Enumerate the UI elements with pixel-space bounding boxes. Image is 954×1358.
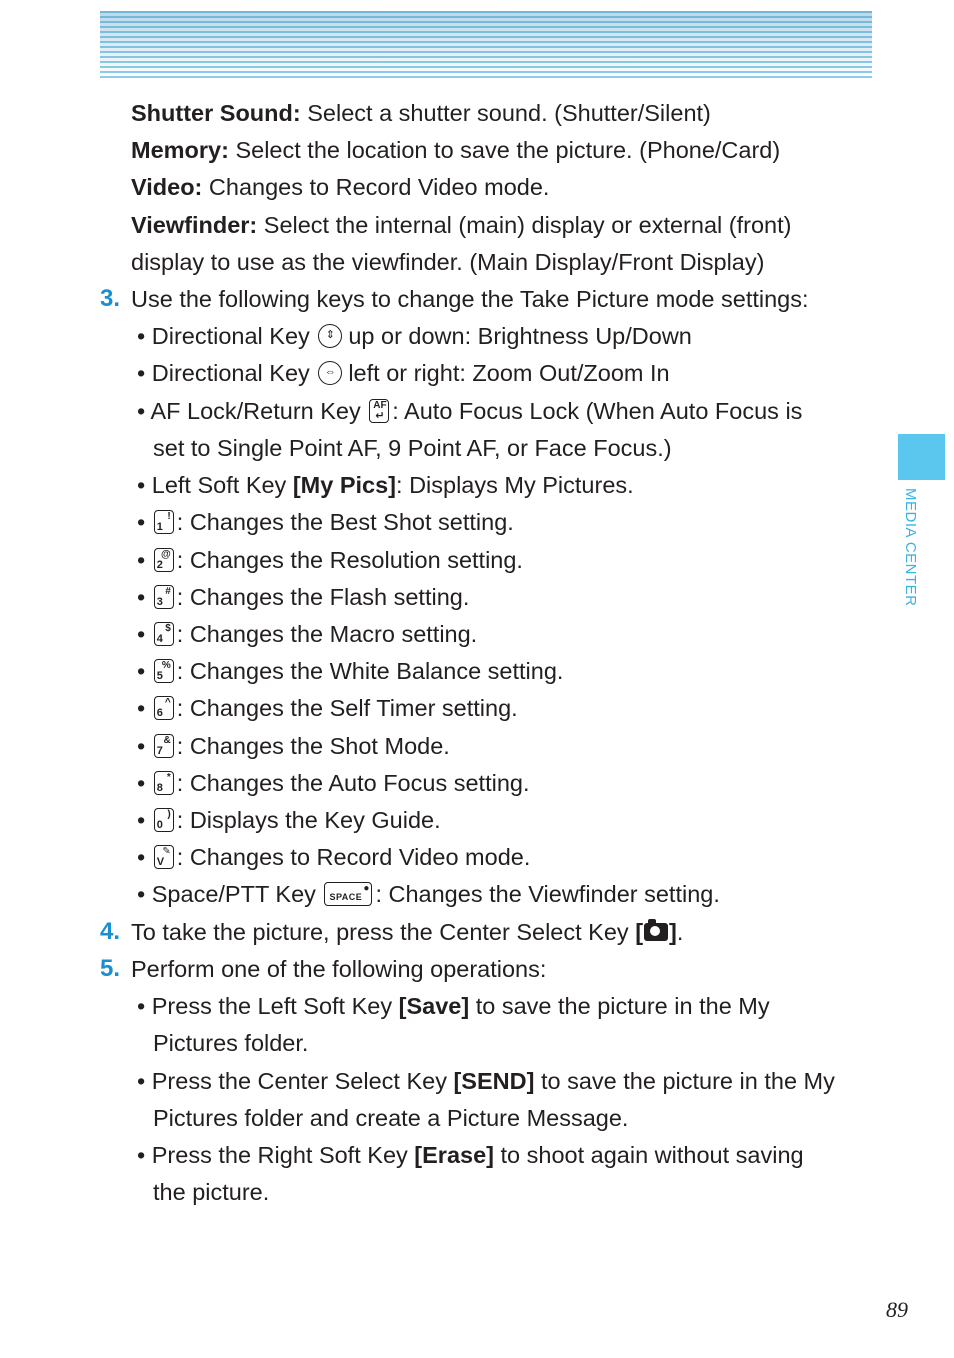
key-v-icon: V ✎ [154,845,174,869]
key-8-icon: 8 * [154,771,174,795]
bullet-save: • Press the Left Soft Key [Save] to save the picture in the My [137,993,770,1019]
af-return-key-icon: AF ↵ [369,399,389,423]
bullet-key-7: • 7 & : Changes the Shot Mode. [137,733,450,759]
step-3-number: 3. [100,285,121,312]
key-4-icon: 4 $ [154,622,174,646]
bullet-key-0: • 0 ) : Displays the Key Guide. [137,807,441,833]
bullet-af-lock-cont: set to Single Point AF, 9 Point AF, or Face Focus.) [153,435,672,461]
camera-icon [644,923,668,941]
bullet-af-lock: • AF Lock/Return Key AF ↵ : Auto Focus Lock (When Auto Focus is [137,398,803,424]
key-7-icon: 7 & [154,734,174,758]
bullet-key-6: • 6 ^ : Changes the Self Timer setting. [137,695,518,721]
key-2-icon: 2 @ [154,548,174,572]
option-video: Video: Changes to Record Video mode. [131,174,550,200]
section-tab-marker [898,434,945,480]
nav-updown-icon: ⇕ [318,324,342,348]
key-0-icon: 0 ) [154,808,174,832]
key-5-icon: 5 % [154,659,174,683]
key-6-icon: 6 ^ [154,696,174,720]
bullet-key-4: • 4 $ : Changes the Macro setting. [137,621,478,647]
bullet-key-3: • 3 # : Changes the Flash setting. [137,584,470,610]
header-band [100,11,872,79]
step-3-text: Use the following keys to change the Take Picture mode settings: [131,286,809,312]
bullet-save-cont: Pictures folder. [153,1030,309,1056]
bullet-dir-leftright: • Directional Key ⇔ left or right: Zoom Out/Zoom In [137,360,670,386]
step-4-number: 4. [100,918,121,945]
bullet-key-5: • 5 % : Changes the White Balance setting. [137,658,564,684]
step-5-text: Perform one of the following operations: [131,956,547,982]
space-key-icon: SPACE ● [324,882,372,906]
bullet-erase: • Press the Right Soft Key [Erase] to shoot again without saving [137,1142,804,1168]
bullet-left-soft-key: • Left Soft Key [My Pics]: Displays My Pictures. [137,472,634,498]
step-4-text: To take the picture, press the Center Select Key [ ]. [131,919,684,945]
section-tab-label: MEDIA CENTER [902,488,919,607]
bullet-key-2: • 2 @ : Changes the Resolution setting. [137,547,523,573]
option-shutter-sound: Shutter Sound: Select a shutter sound. (Shutter/Silent) [131,100,711,126]
bullet-key-1: • 1 ! : Changes the Best Shot setting. [137,509,514,535]
bullet-send-cont: Pictures folder and create a Picture Message. [153,1105,629,1131]
bullet-erase-cont: the picture. [153,1179,270,1205]
bullet-dir-updown: • Directional Key ⇕ up or down: Brightness Up/Down [137,323,692,349]
bullet-key-8: • 8 * : Changes the Auto Focus setting. [137,770,530,796]
option-viewfinder-cont: display to use as the viewfinder. (Main Display/Front Display) [131,249,765,275]
bullet-send: • Press the Center Select Key [SEND] to save the picture in the My [137,1068,835,1094]
bullet-key-v: • V ✎ : Changes to Record Video mode. [137,844,531,870]
bullet-space-ptt: • Space/PTT Key SPACE ● : Changes the Viewfinder setting. [137,881,720,907]
key-3-icon: 3 # [154,585,174,609]
nav-leftright-icon: ⇔ [318,361,342,385]
step-5-number: 5. [100,955,121,982]
key-1-icon: 1 ! [154,510,174,534]
page-number: 89 [886,1297,908,1322]
option-memory: Memory: Select the location to save the picture. (Phone/Card) [131,137,781,163]
option-viewfinder: Viewfinder: Select the internal (main) display or external (front) [131,212,792,238]
